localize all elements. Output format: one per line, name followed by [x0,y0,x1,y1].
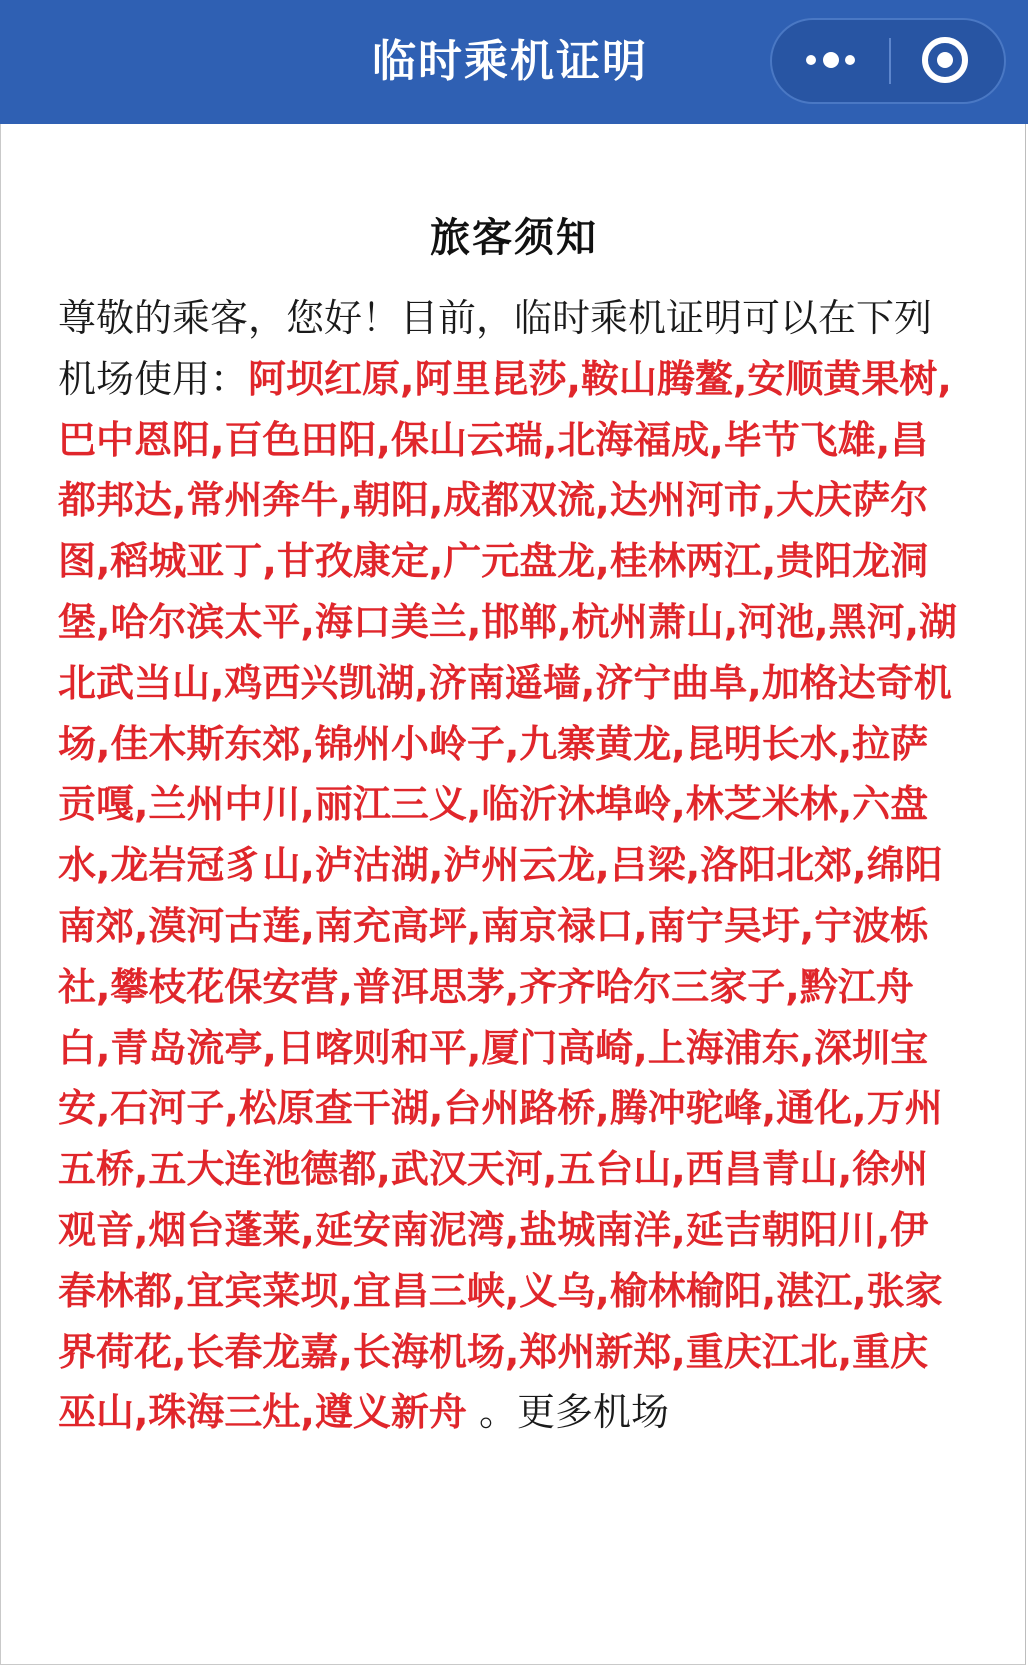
more-button[interactable] [772,20,888,102]
mini-program-capsule [770,18,1006,104]
notice-intro: 尊敬的乘客，您好！目前，临时乘机证明可以在下列机场使用： [58,296,933,401]
notice-outro: 。更多机场 [466,1390,669,1435]
notice-title: 旅客须知 [430,215,598,261]
close-button[interactable] [891,20,1004,102]
airport-list: 阿坝红原,阿里昆莎,鞍山腾鳌,安顺黄果树,巴中恩阳,百色田阳,保山云瑞,北海福成,毕节飞雄,昌都邦达,常州奔牛,朝阳,成都双流,达州河市,大庆萨尔图,稻城亚丁,甘孜康定,广元盘龙,桂林两江,贵阳龙洞堡,哈尔滨太平,海口美兰,邯郸,杭州萧山,河池,黑河,湖北武当山,鸡西兴凯湖,济南遥墙,济宁曲阜,加格达奇机场,佳木斯东郊,锦州小岭子,九寨黄龙,昆明长水,拉萨贡嘎,兰州中川,丽江三义,临沂沐埠岭,林芝米林,六盘水,龙岩冠豸山,泸沽湖,泸州云龙,吕梁,洛阳北郊,绵阳南郊,漠河古莲,南充高坪,南京禄口,南宁吴圩,宁波栎社,攀枝花保安营,普洱思茅,齐齐哈尔三家子,黔江舟白,青岛流亭,日喀则和平,厦门高崎,上海浦东,深圳宝安,石河子,松原查干湖,台州路桥,腾冲驼峰,通化,万州五桥,五大连池德都,武汉天河,五台山,西昌青山,徐州观音,烟台蓬莱,延安南泥湾,盐城南洋,延吉朝阳川,伊春林都,宜宾菜坝,宜昌三峡,义乌,榆林榆阳,湛江,张家界荷花,长春龙嘉,长海机场,郑州新郑,重庆江北,重庆巫山,珠海三灶,遵义新舟 [58,356,958,1435]
page-title: 临时乘机证明 [372,36,648,87]
notice-body [58,288,958,1443]
top-nav-bar [0,0,1028,124]
